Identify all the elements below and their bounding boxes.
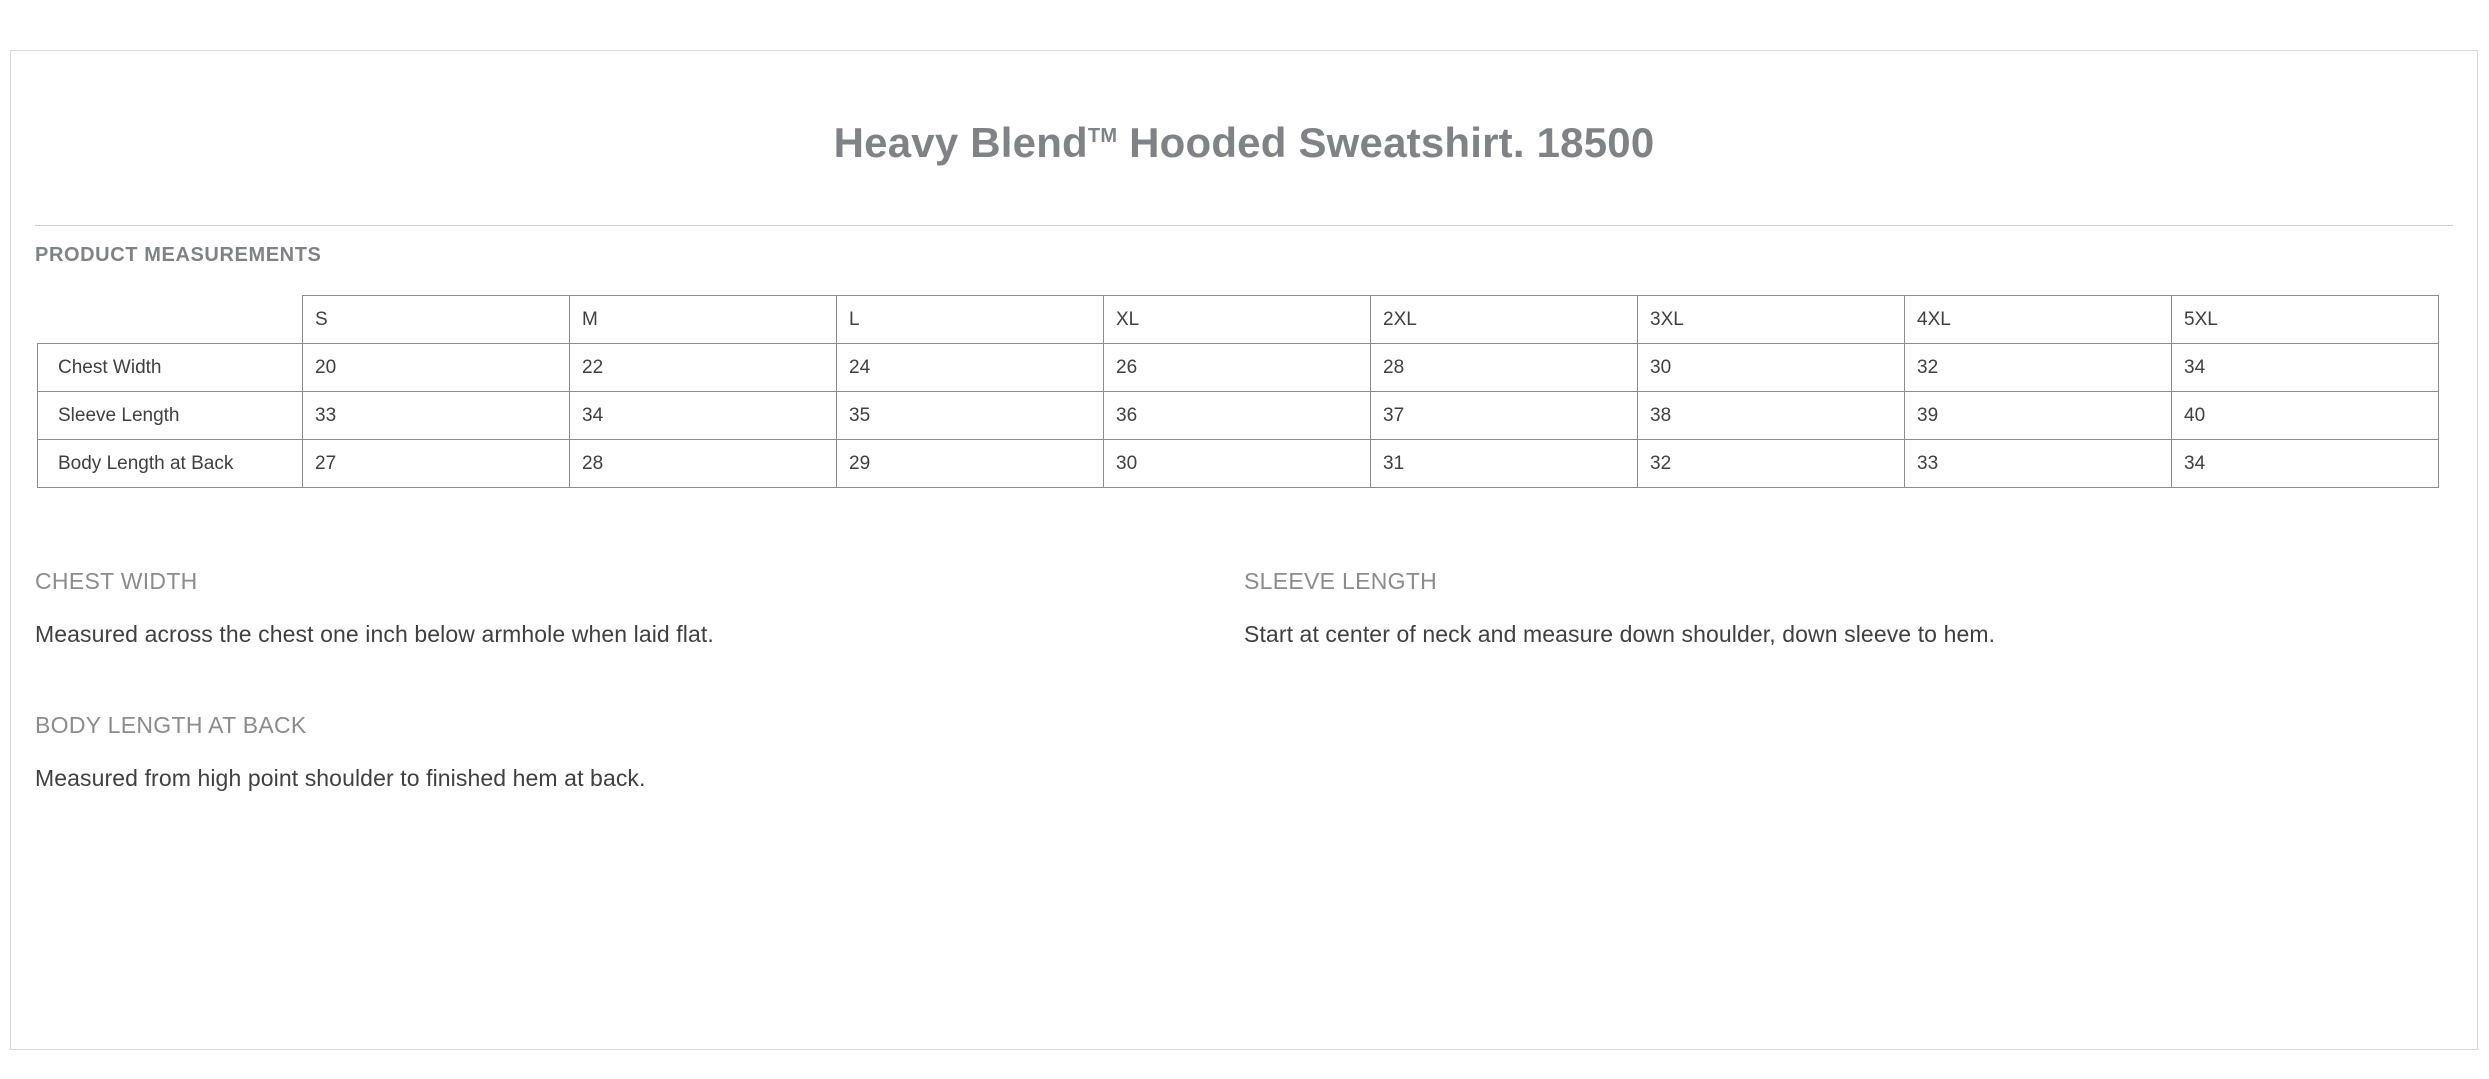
cell-sleeve-length-4xl: 39 [1905, 392, 2172, 440]
definition-text-sleeve-length: Start at center of neck and measure down shoulder, down sleeve to hem. [1244, 621, 1996, 647]
title-divider [35, 225, 2453, 226]
cell-chest-width-2xl: 28 [1371, 344, 1638, 392]
definition-chest-width [35, 568, 1244, 648]
measurements-table [37, 295, 2439, 488]
row-label-body-length-at-back: Body Length at Back [38, 440, 303, 488]
definitions-row-2 [35, 712, 2453, 792]
cell-chest-width-l: 24 [837, 344, 1104, 392]
definition-sleeve-length [1244, 568, 2453, 648]
cell-body-length-xl: 30 [1104, 440, 1371, 488]
cell-chest-width-m: 22 [570, 344, 837, 392]
definitions-row-1 [35, 568, 2453, 648]
cell-sleeve-length-m: 34 [570, 392, 837, 440]
cell-chest-width-3xl: 30 [1638, 344, 1905, 392]
cell-body-length-3xl: 32 [1638, 440, 1905, 488]
cell-body-length-5xl: 34 [2172, 440, 2439, 488]
definitions-section [11, 568, 2477, 792]
definitions-empty-column [1244, 712, 2453, 792]
cell-sleeve-length-xl: 36 [1104, 392, 1371, 440]
size-header-3xl: 3XL [1638, 296, 1905, 344]
cell-body-length-s: 27 [303, 440, 570, 488]
definition-title-chest-width: CHEST WIDTH [35, 568, 198, 594]
definition-body-length-at-back [35, 712, 1244, 792]
definition-text-chest-width: Measured across the chest one inch below armhole when laid flat. [35, 621, 714, 647]
table-corner-cell [38, 296, 303, 344]
cell-chest-width-xl: 26 [1104, 344, 1371, 392]
cell-sleeve-length-5xl: 40 [2172, 392, 2439, 440]
size-header-s: S [303, 296, 570, 344]
table-header-row [38, 296, 2439, 344]
cell-sleeve-length-l: 35 [837, 392, 1104, 440]
size-header-2xl: 2XL [1371, 296, 1638, 344]
cell-chest-width-5xl: 34 [2172, 344, 2439, 392]
cell-chest-width-4xl: 32 [1905, 344, 2172, 392]
size-header-m: M [570, 296, 837, 344]
page-title-rest: Hooded Sweatshirt. 18500 [1117, 119, 1655, 166]
cell-chest-width-s: 20 [303, 344, 570, 392]
size-header-xl: XL [1104, 296, 1371, 344]
page-title [11, 119, 2477, 167]
size-header-4xl: 4XL [1905, 296, 2172, 344]
size-header-5xl: 5XL [2172, 296, 2439, 344]
table-row [38, 392, 2439, 440]
cell-sleeve-length-3xl: 38 [1638, 392, 1905, 440]
definition-text-body-length-at-back: Measured from high point shoulder to finished hem at back. [35, 765, 646, 791]
table-row [38, 440, 2439, 488]
section-heading: PRODUCT MEASUREMENTS [35, 244, 322, 266]
trademark-symbol: TM [1087, 125, 1118, 147]
row-label-chest-width: Chest Width [38, 344, 303, 392]
document-page [10, 50, 2478, 1050]
size-header-l: L [837, 296, 1104, 344]
cell-body-length-l: 29 [837, 440, 1104, 488]
definition-title-body-length-at-back: BODY LENGTH AT BACK [35, 712, 307, 738]
row-label-sleeve-length: Sleeve Length [38, 392, 303, 440]
cell-sleeve-length-2xl: 37 [1371, 392, 1638, 440]
table-row [38, 344, 2439, 392]
page-title-main: Heavy Blend [833, 119, 1088, 166]
cell-body-length-m: 28 [570, 440, 837, 488]
cell-sleeve-length-s: 33 [303, 392, 570, 440]
definition-title-sleeve-length: SLEEVE LENGTH [1244, 568, 1438, 594]
cell-body-length-4xl: 33 [1905, 440, 2172, 488]
cell-body-length-2xl: 31 [1371, 440, 1638, 488]
